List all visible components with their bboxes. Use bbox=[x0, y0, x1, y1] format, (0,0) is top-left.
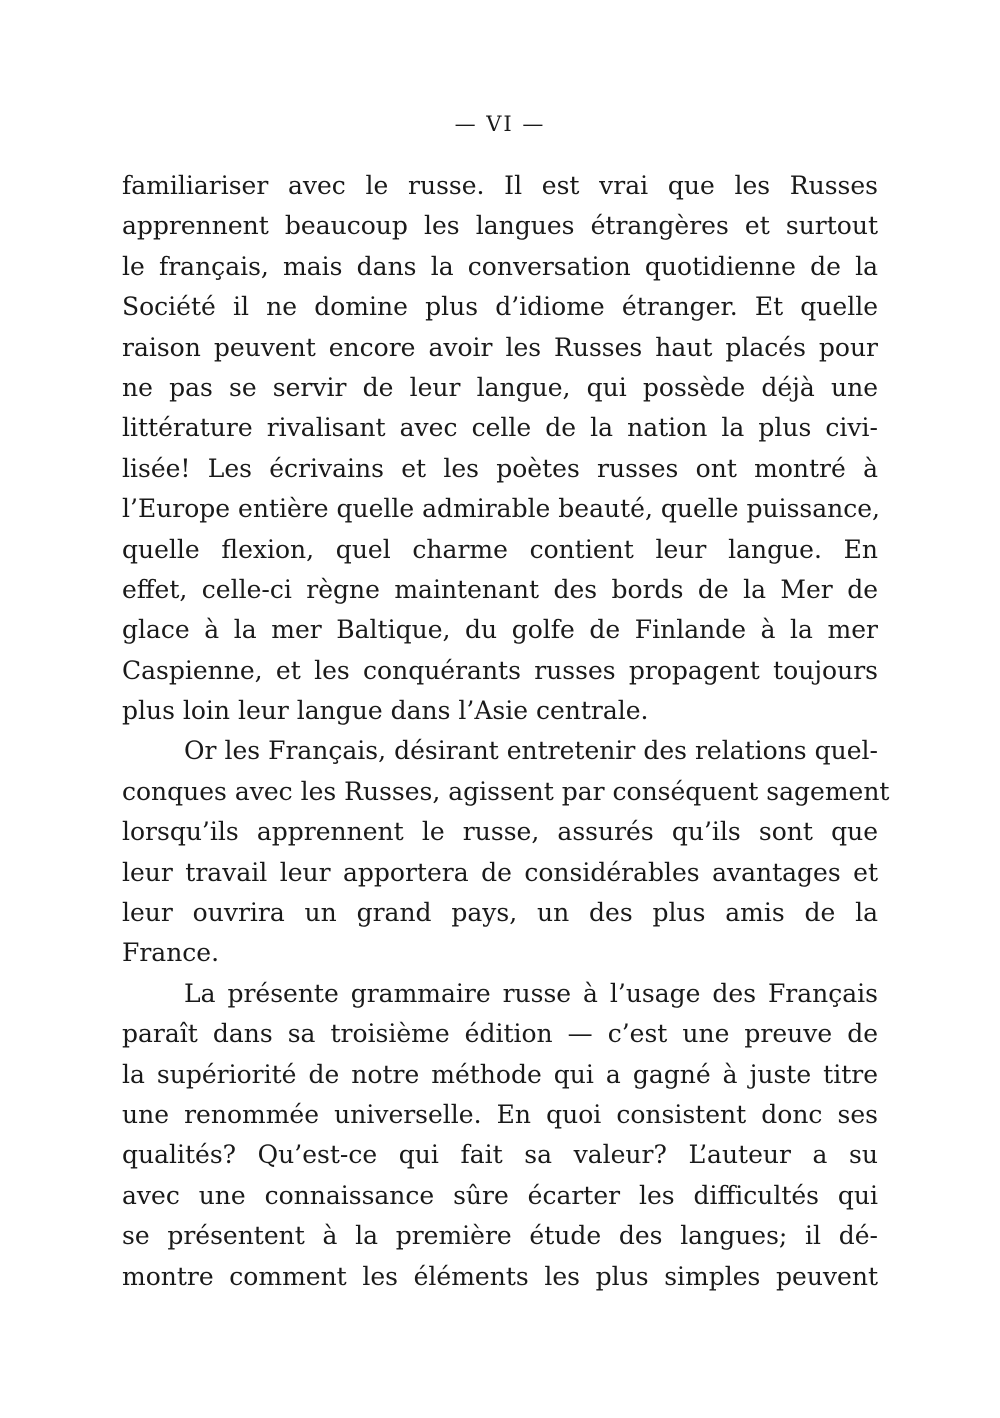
text-line: conques avec les Russes, agissent par conséquent sagement bbox=[122, 776, 890, 806]
text-line: effet, celle-ci règne maintenant des bords de la Mer de bbox=[122, 574, 878, 604]
text-line: leur travail leur apportera de considérables avantages et bbox=[122, 857, 878, 887]
text-line: lisée! Les écrivains et les poètes russes ont montré à bbox=[122, 453, 878, 483]
text-line: leur ouvrira un grand pays, un des plus amis de la bbox=[122, 898, 878, 928]
text-line: le français, mais dans la conversation quotidienne de la bbox=[122, 251, 878, 281]
text-line: lorsqu’ils apprennent le russe, assurés qu’ils sont que bbox=[122, 817, 878, 847]
text-line: familiariser avec le russe. Il est vrai que les Russes bbox=[122, 171, 878, 200]
text-line: plus loin leur langue dans l’Asie centrale. bbox=[122, 696, 649, 726]
text-line: se présentent à la première étude des langues; il dé- bbox=[122, 1221, 878, 1251]
text-line: raison peuvent encore avoir les Russes haut placés pour bbox=[122, 332, 878, 362]
page-number: — VI — bbox=[454, 112, 546, 136]
text-line: avec une connaissance sûre écarter les difficultés qui bbox=[122, 1180, 878, 1210]
paragraph bbox=[122, 731, 890, 973]
text-line: une renommée universelle. En quoi consistent donc ses bbox=[122, 1099, 878, 1129]
text-line: la supériorité de notre méthode qui a gagné à juste titre bbox=[122, 1059, 878, 1089]
text-line: montre comment les éléments les plus simples peuvent bbox=[122, 1261, 878, 1291]
text-line: La présente grammaire russe à l’usage des Français bbox=[184, 978, 878, 1008]
text-line: Caspienne, et les conquérants russes propagent toujours bbox=[122, 655, 878, 685]
text-line: l’Europe entière quelle admirable beauté, quelle puissance, bbox=[122, 494, 880, 524]
text-line: ne pas se servir de leur langue, qui possède déjà une bbox=[122, 372, 878, 402]
text-line: apprennent beaucoup les langues étrangères et surtout bbox=[122, 211, 878, 241]
paragraph bbox=[122, 974, 878, 1297]
text-line: Société il ne domine plus d’idiome étranger. Et quelle bbox=[122, 292, 878, 322]
text-line: littérature rivalisant avec celle de la nation la plus civi- bbox=[122, 413, 878, 443]
text-line: qualités? Qu’est-ce qui fait sa valeur? L’auteur a su bbox=[122, 1140, 878, 1170]
text-line: Or les Français, désirant entretenir des relations quel- bbox=[184, 736, 878, 766]
text-line: France. bbox=[122, 938, 220, 968]
text-line: glace à la mer Baltique, du golfe de Finlande à la mer bbox=[122, 615, 878, 645]
text-line: paraît dans sa troisième édition — c’est une preuve de bbox=[122, 1019, 878, 1049]
text-line: quelle flexion, quel charme contient leur langue. En bbox=[122, 534, 878, 564]
paragraph bbox=[122, 166, 878, 731]
body-text bbox=[122, 166, 890, 1297]
